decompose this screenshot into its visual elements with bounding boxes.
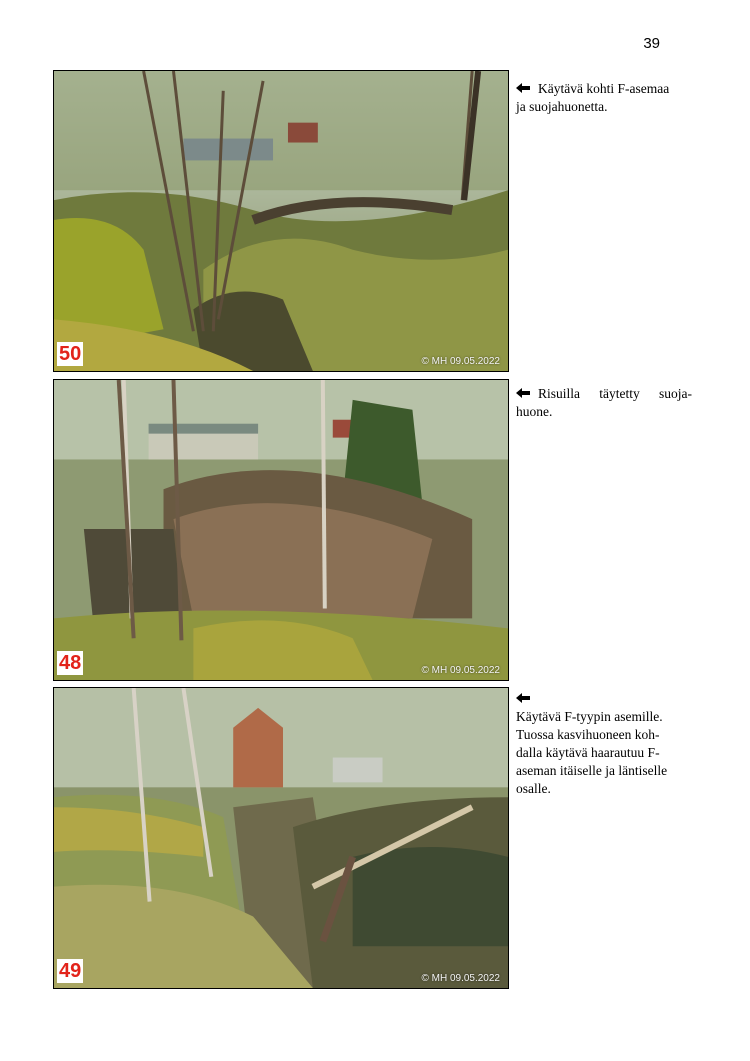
photo-49 bbox=[53, 687, 509, 989]
photo-credit: © MH 09.05.2022 bbox=[421, 973, 500, 984]
photo-credit: © MH 09.05.2022 bbox=[421, 665, 500, 676]
caption-arrow bbox=[516, 690, 692, 708]
arrow-left-icon bbox=[516, 693, 530, 703]
caption-photo-50 bbox=[516, 80, 692, 116]
photo-number-label: 48 bbox=[59, 652, 82, 674]
page-number: 39 bbox=[643, 35, 660, 52]
photo-48 bbox=[53, 379, 509, 681]
arrow-left-icon bbox=[516, 388, 530, 398]
photo-number-label: 49 bbox=[59, 960, 82, 982]
caption-line: huone. bbox=[516, 404, 553, 419]
caption-line: dalla käytävä haarautuu F- bbox=[516, 745, 660, 760]
caption-photo-49 bbox=[516, 690, 692, 798]
caption-line: Tuossa kasvihuoneen koh- bbox=[516, 727, 660, 742]
caption-line: Käytävä F-tyypin asemille. bbox=[516, 709, 663, 724]
photo-50 bbox=[53, 70, 509, 372]
photo-number-label: 50 bbox=[59, 343, 82, 365]
caption-photo-48 bbox=[516, 385, 692, 421]
caption-line: ja suojahuonetta. bbox=[516, 99, 608, 114]
caption-line: osalle. bbox=[516, 781, 551, 796]
caption-line: aseman itäiselle ja läntiselle bbox=[516, 763, 668, 778]
caption-line: Risuilla täytetty suoja- bbox=[516, 385, 692, 403]
arrow-left-icon bbox=[516, 83, 530, 93]
caption-line: Käytävä kohti F-asemaa bbox=[516, 80, 692, 98]
photo-credit: © MH 09.05.2022 bbox=[421, 356, 500, 367]
